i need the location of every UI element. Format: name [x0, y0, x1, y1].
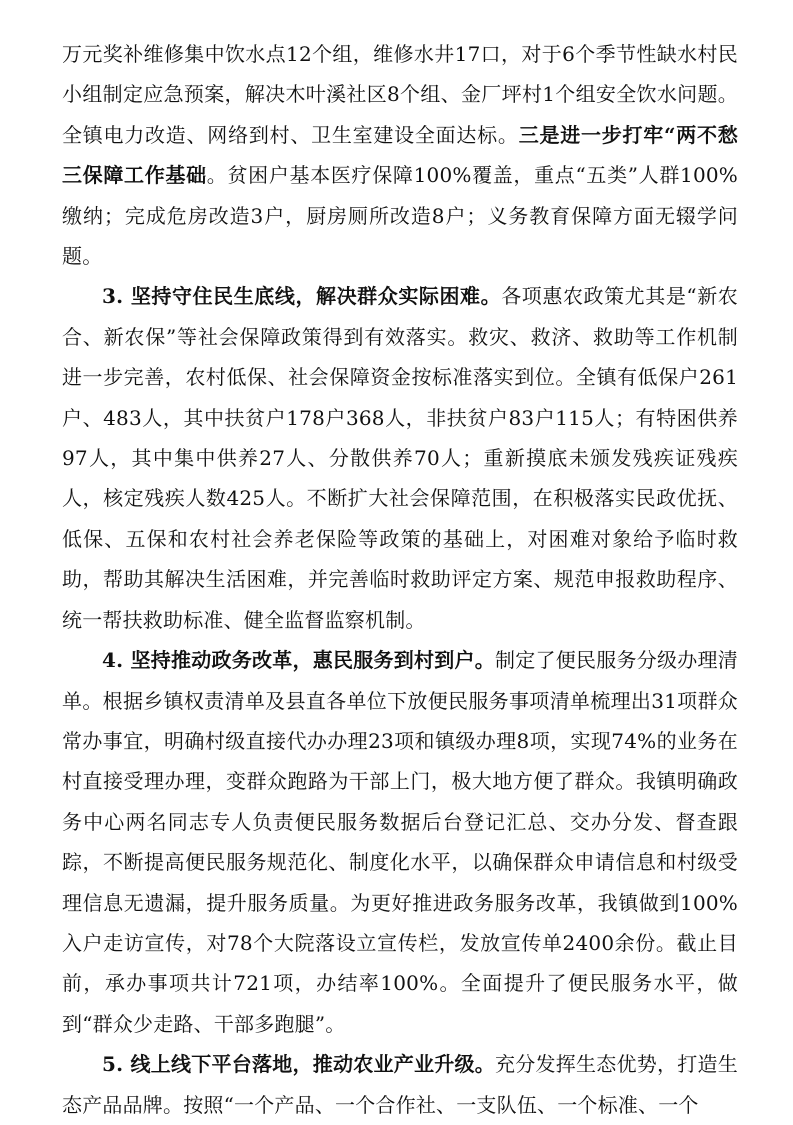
paragraph-1-heading: 三是进一步打牢“两不愁三保障工作基础: [62, 122, 738, 188]
paragraph-1: [62, 34, 738, 276]
paragraph-2-text: 各项惠农政策尤其是“新农合、新农保”等社会保障政策得到有效落实。救灾、救济、救助等工作机制进一步完善，农村低保、社会保障资金按标准落实到位。全镇有低保户261户、483人，其中扶贫户178户368人，非扶贫户83户115人；有特困供养97人，其中集中供养27人、分散供养70人；重新摸底未颁发残疾证残疾人，核定残疾人数425人。不断扩大社会保障范围，在积极落实民政优抚、低保、五保和农村社会养老保险等政策的基础上，对困难对象给予临时救助，帮助其解决生活困难，并完善临时救助评定方案、规范申报救助程序、统一帮扶救助标准、健全监督监察机制。: [62, 284, 738, 632]
paragraph-1-text-2: 。贫困户基本医疗保障100%覆盖，重点“五类”人群100%缴纳；完成危房改造3户，厨房厕所改造8户；义务教育保障方面无辍学问题。: [62, 163, 738, 269]
paragraph-3: [62, 640, 738, 1044]
paragraph-3-heading: 4. 坚持推动政务改革，惠民服务到村到户。: [102, 648, 496, 673]
paragraph-4-heading: 5. 线上线下平台落地，推动农业产业升级。: [102, 1052, 496, 1077]
paragraph-4-text: 充分发挥生态优势，打造生态产品品牌。按照“一个产品、一个合作社、一支队伍、一个标准、一个: [62, 1052, 738, 1117]
document-page: [62, 34, 738, 1125]
paragraph-1-text: 万元奖补维修集中饮水点12个组，维修水井17口，对于6个季节性缺水村民小组制定应急预案，解决木叶溪社区8个组、金厂坪村1个组安全饮水问题。全镇电力改造、网络到村、卫生室建设全面达标。: [62, 42, 738, 147]
paragraph-4: [62, 1044, 738, 1125]
paragraph-2: [62, 276, 738, 640]
paragraph-2-heading: 3. 坚持守住民生底线，解决群众实际困难。: [102, 284, 502, 309]
paragraph-3-text: 制定了便民服务分级办理清单。根据乡镇权责清单及县直各单位下放便民服务事项清单梳理出31项群众常办事宜，明确村级直接代办办理23项和镇级办理8项，实现74%的业务在村直接受理办理，变群众跑路为干部上门，极大地方便了群众。我镇明确政务中心两名同志专人负责便民服务数据后台登记汇总、交办分发、督查跟踪，不断提高便民服务规范化、制度化水平，以确保群众申请信息和村级受理信息无遗漏，提升服务质量。为更好推进政务服务改革，我镇做到100%入户走访宣传，对78个大院落设立宣传栏，发放宣传单2400余份。截止目前，承办事项共计721项，办结率100%。全面提升了便民服务水平，做到“群众少走路、干部多跑腿”。: [62, 648, 738, 1036]
